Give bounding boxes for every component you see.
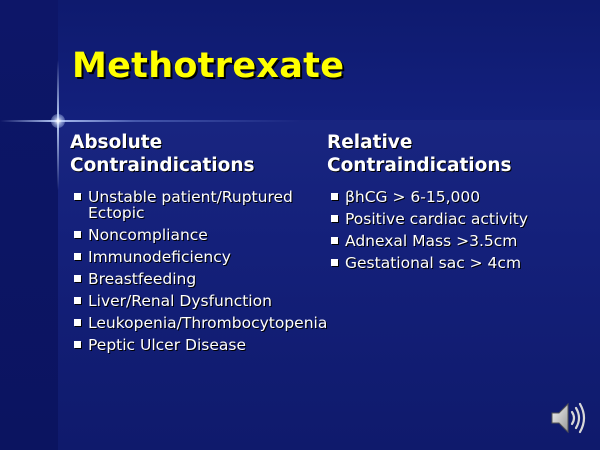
- absolute-heading-line2: Contraindications: [70, 155, 255, 176]
- square-bullet-icon: [74, 341, 81, 348]
- list-item-text: Immunodeficiency: [88, 248, 231, 266]
- light-flare-horizontal: [0, 120, 300, 122]
- list-item: [73, 271, 343, 287]
- list-item: [73, 249, 343, 265]
- list-item-text: Liver/Renal Dysfunction: [88, 292, 272, 310]
- list-item: [73, 227, 343, 243]
- square-bullet-icon: [331, 237, 338, 244]
- list-item-text: Breastfeeding: [88, 270, 197, 288]
- square-bullet-icon: [74, 253, 81, 260]
- list-item-text: Noncompliance: [88, 226, 208, 244]
- list-item: [330, 211, 580, 227]
- square-bullet-icon: [331, 193, 338, 200]
- square-bullet-icon: [74, 193, 81, 200]
- list-item-text: Adnexal Mass >3.5cm: [345, 232, 518, 250]
- slide-title: Methotrexate: [72, 46, 345, 86]
- square-bullet-icon: [74, 275, 81, 282]
- square-bullet-icon: [331, 259, 338, 266]
- absolute-heading-line1: Absolute: [70, 132, 163, 153]
- list-item-text: βhCG > 6-15,000: [345, 188, 481, 206]
- list-item-text: Gestational sac > 4cm: [345, 254, 522, 272]
- list-item: [73, 315, 343, 331]
- list-item: [73, 189, 343, 221]
- list-item: [73, 337, 343, 353]
- relative-heading-line1: Relative: [327, 132, 413, 153]
- square-bullet-icon: [331, 215, 338, 222]
- list-item-text: Peptic Ulcer Disease: [88, 336, 246, 354]
- square-bullet-icon: [74, 231, 81, 238]
- list-item-text: Positive cardiac activity: [345, 210, 529, 228]
- relative-contraindications-list: [330, 189, 580, 277]
- list-item: [330, 189, 580, 205]
- list-item-text: Unstable patient/Ruptured Ectopic: [88, 188, 293, 222]
- left-band: [0, 0, 58, 450]
- absolute-contraindications-heading: [70, 131, 255, 177]
- square-bullet-icon: [74, 297, 81, 304]
- relative-heading-line2: Contraindications: [327, 155, 512, 176]
- list-item: [330, 233, 580, 249]
- list-item: [73, 293, 343, 309]
- light-flare-center: [51, 114, 65, 128]
- square-bullet-icon: [74, 319, 81, 326]
- relative-contraindications-heading: [327, 131, 512, 177]
- list-item: [330, 255, 580, 271]
- speaker-icon[interactable]: [548, 398, 588, 438]
- absolute-contraindications-list: [73, 189, 343, 359]
- list-item-text: Leukopenia/Thrombocytopenia: [88, 314, 328, 332]
